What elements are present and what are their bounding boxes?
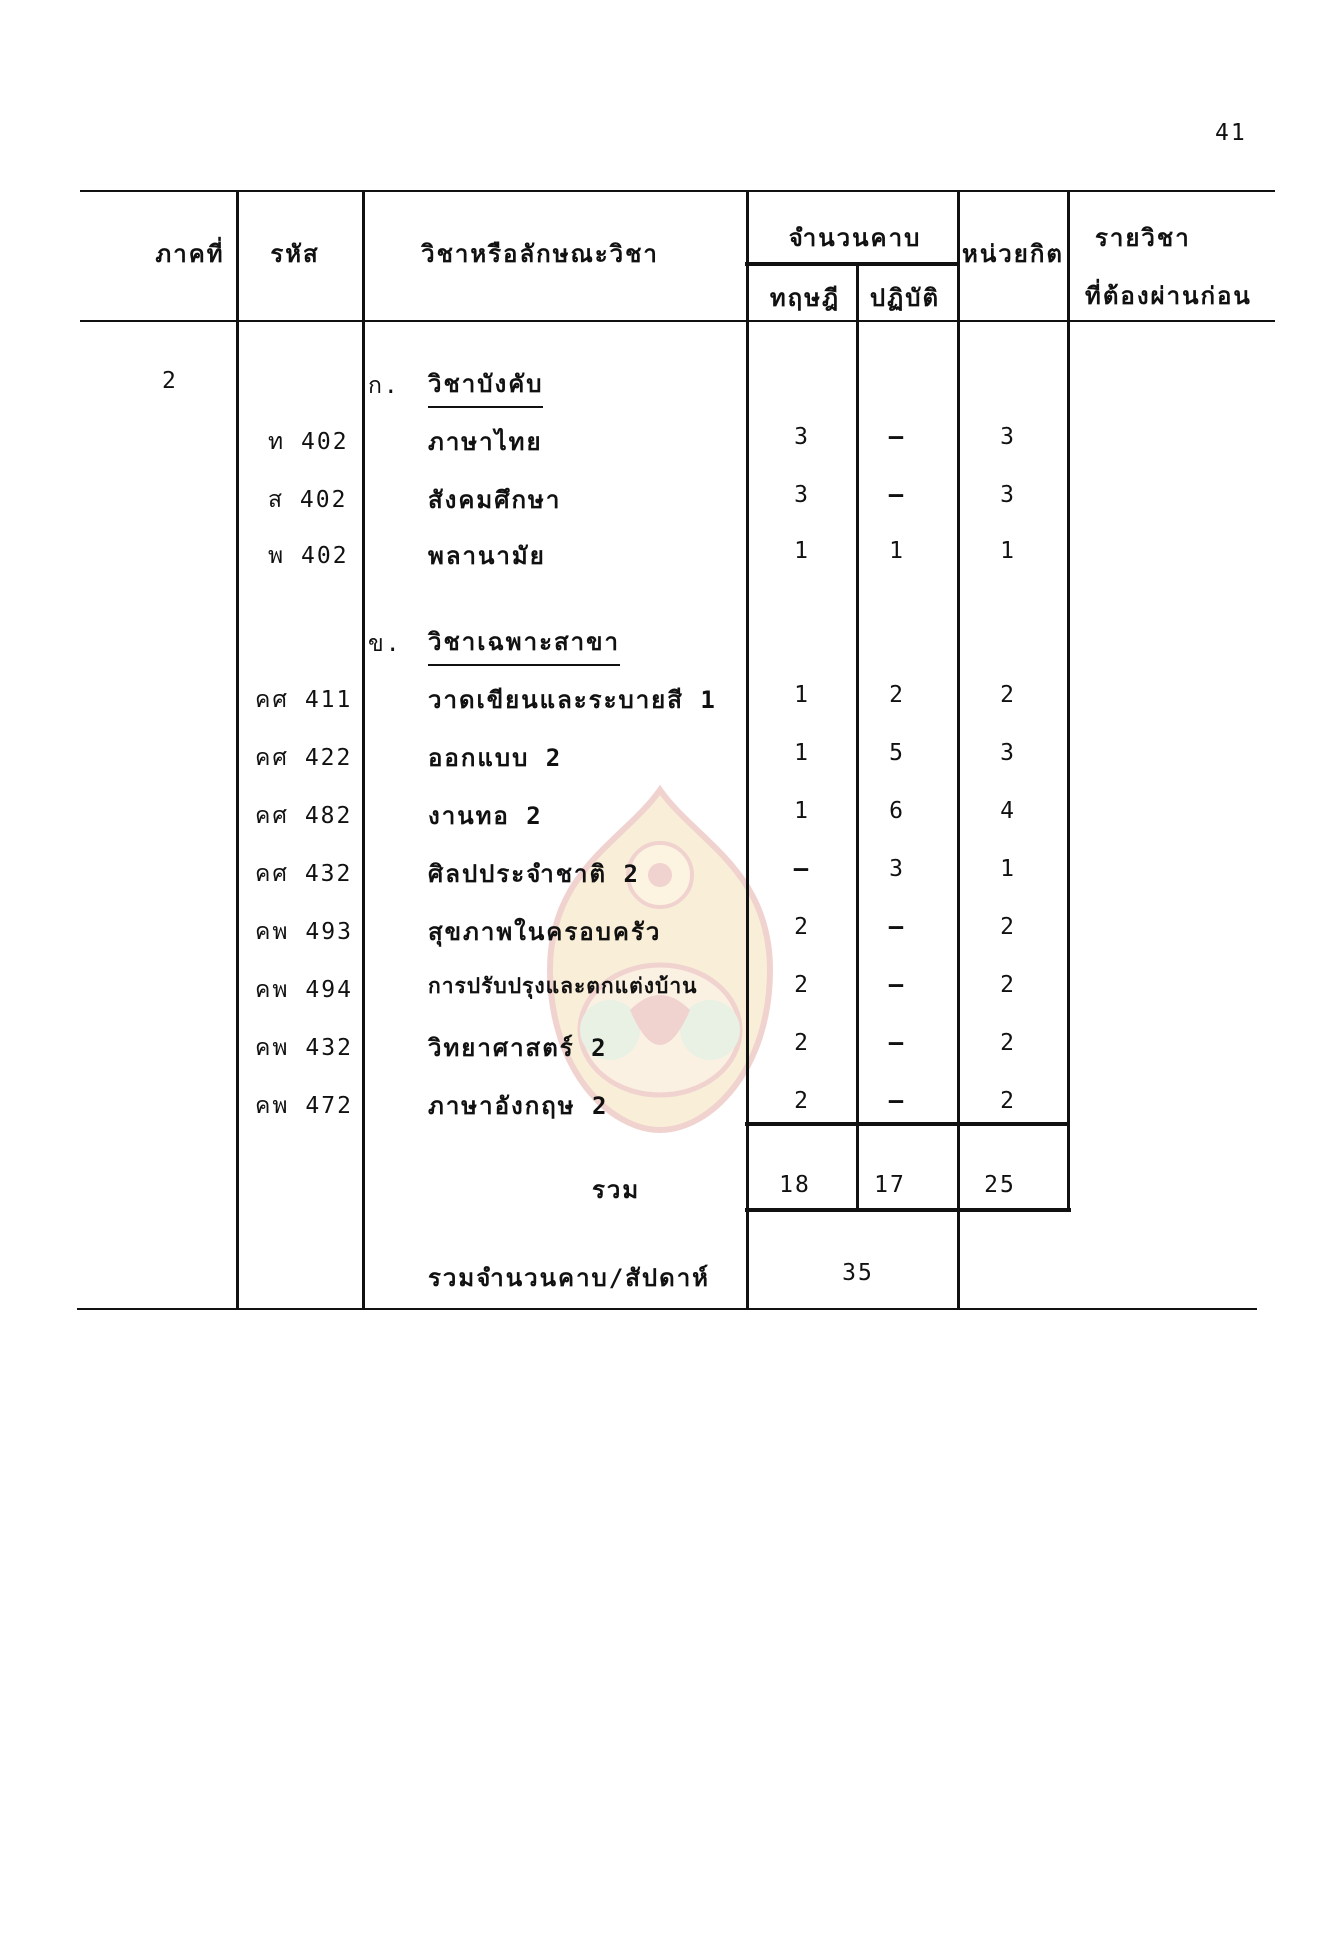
- row-practice: 6: [889, 798, 905, 824]
- row-practice: –: [888, 912, 906, 940]
- row-theory: 1: [794, 798, 810, 824]
- row-theory: 2: [794, 914, 810, 940]
- page-number: 41: [1215, 120, 1247, 146]
- row-theory: 2: [794, 972, 810, 998]
- row-code: คพ 432: [255, 1035, 353, 1061]
- col-divider-practice: [957, 190, 960, 1310]
- row-credits: 3: [1000, 424, 1016, 450]
- row-practice: –: [888, 1028, 906, 1056]
- row-practice: 2: [889, 682, 905, 708]
- row-subject: ภาษาไทย: [428, 428, 543, 456]
- row-credits: 2: [1000, 682, 1016, 708]
- table-bottom-rule: [77, 1308, 1257, 1310]
- col-divider-subject: [746, 190, 749, 1310]
- row-theory: –: [793, 854, 811, 882]
- total-practice: 17: [874, 1172, 906, 1198]
- header-term: ภาคที่: [155, 240, 225, 268]
- row-subject: ออกแบบ 2: [428, 744, 563, 772]
- row-credits: 1: [1000, 856, 1016, 882]
- row-credits: 2: [1000, 1030, 1016, 1056]
- row-practice: 3: [889, 856, 905, 882]
- table-top-rule: [80, 190, 1275, 192]
- row-code: คศ 422: [255, 745, 353, 771]
- header-practice: ปฏิบัติ: [869, 284, 941, 312]
- col-divider-code: [362, 190, 365, 1310]
- row-subject: วาดเขียนและระบายสี 1: [428, 686, 717, 714]
- header-theory: ทฤษฎี: [769, 284, 841, 312]
- header-credits: หน่วยกิต: [962, 240, 1064, 268]
- total-label: รวม: [592, 1176, 641, 1204]
- header-prereq-line2: ที่ต้องผ่านก่อน: [1085, 282, 1252, 310]
- row-subject: วิทยาศาสตร์ 2: [428, 1034, 608, 1062]
- row-subject: ศิลปประจำชาติ 2: [428, 860, 640, 888]
- subtotal-top-rule: [745, 1122, 1067, 1126]
- row-theory: 3: [794, 424, 810, 450]
- row-credits: 1: [1000, 538, 1016, 564]
- row-code: คศ 411: [255, 687, 353, 713]
- header-subject: วิชาหรือลักษณะวิชา: [421, 240, 659, 268]
- row-credits: 2: [1000, 914, 1016, 940]
- row-practice: –: [888, 970, 906, 998]
- row-subject: ภาษาอังกฤษ 2: [428, 1092, 609, 1120]
- row-code: ส 402: [268, 487, 348, 513]
- weekly-periods-value: 35: [842, 1260, 874, 1286]
- row-code: พ 402: [268, 543, 349, 569]
- section-title-a: วิชาบังคับ: [428, 364, 543, 408]
- row-practice: 5: [889, 740, 905, 766]
- row-subject: สังคมศึกษา: [428, 486, 562, 514]
- row-practice: –: [888, 480, 906, 508]
- col-divider-theory: [856, 262, 859, 1210]
- row-code: ท 402: [268, 429, 349, 455]
- row-credits: 2: [1000, 1088, 1016, 1114]
- row-subject: การปรับปรุงและตกแต่งบ้าน: [428, 974, 698, 998]
- row-practice: –: [888, 1086, 906, 1114]
- header-periods: จำนวนคาบ: [788, 224, 922, 252]
- weekly-periods-label: รวมจำนวนคาบ/สัปดาห์: [428, 1264, 710, 1292]
- row-subject: สุขภาพในครอบครัว: [428, 918, 662, 946]
- row-credits: 2: [1000, 972, 1016, 998]
- row-credits: 4: [1000, 798, 1016, 824]
- row-theory: 1: [794, 740, 810, 766]
- row-practice: 1: [889, 538, 905, 564]
- row-code: คศ 482: [255, 803, 353, 829]
- row-theory: 1: [794, 538, 810, 564]
- header-code: รหัส: [270, 240, 320, 268]
- col-divider-credits: [1067, 190, 1070, 1210]
- header-prereq-line1: รายวิชา: [1095, 224, 1191, 252]
- col-divider-term: [236, 190, 239, 1310]
- section-marker-a: ก.: [368, 373, 400, 399]
- row-code: คพ 472: [255, 1093, 353, 1119]
- row-code: คศ 432: [255, 861, 353, 887]
- row-credits: 3: [1000, 740, 1016, 766]
- row-theory: 3: [794, 482, 810, 508]
- row-code: คพ 493: [255, 919, 353, 945]
- subtotal-bottom-rule: [745, 1208, 1071, 1212]
- term-value: 2: [162, 368, 178, 394]
- section-marker-b: ข.: [368, 631, 402, 657]
- total-theory: 18: [779, 1172, 811, 1198]
- header-bottom-rule: [80, 320, 1275, 322]
- row-theory: 1: [794, 682, 810, 708]
- row-subject: งานทอ 2: [428, 802, 543, 830]
- periods-header-rule: [745, 262, 960, 266]
- row-theory: 2: [794, 1088, 810, 1114]
- total-credits: 25: [984, 1172, 1016, 1198]
- row-practice: –: [888, 422, 906, 450]
- section-title-b: วิชาเฉพาะสาขา: [428, 622, 620, 666]
- row-code: คพ 494: [255, 977, 353, 1003]
- row-credits: 3: [1000, 482, 1016, 508]
- row-subject: พลานามัย: [428, 542, 546, 570]
- row-theory: 2: [794, 1030, 810, 1056]
